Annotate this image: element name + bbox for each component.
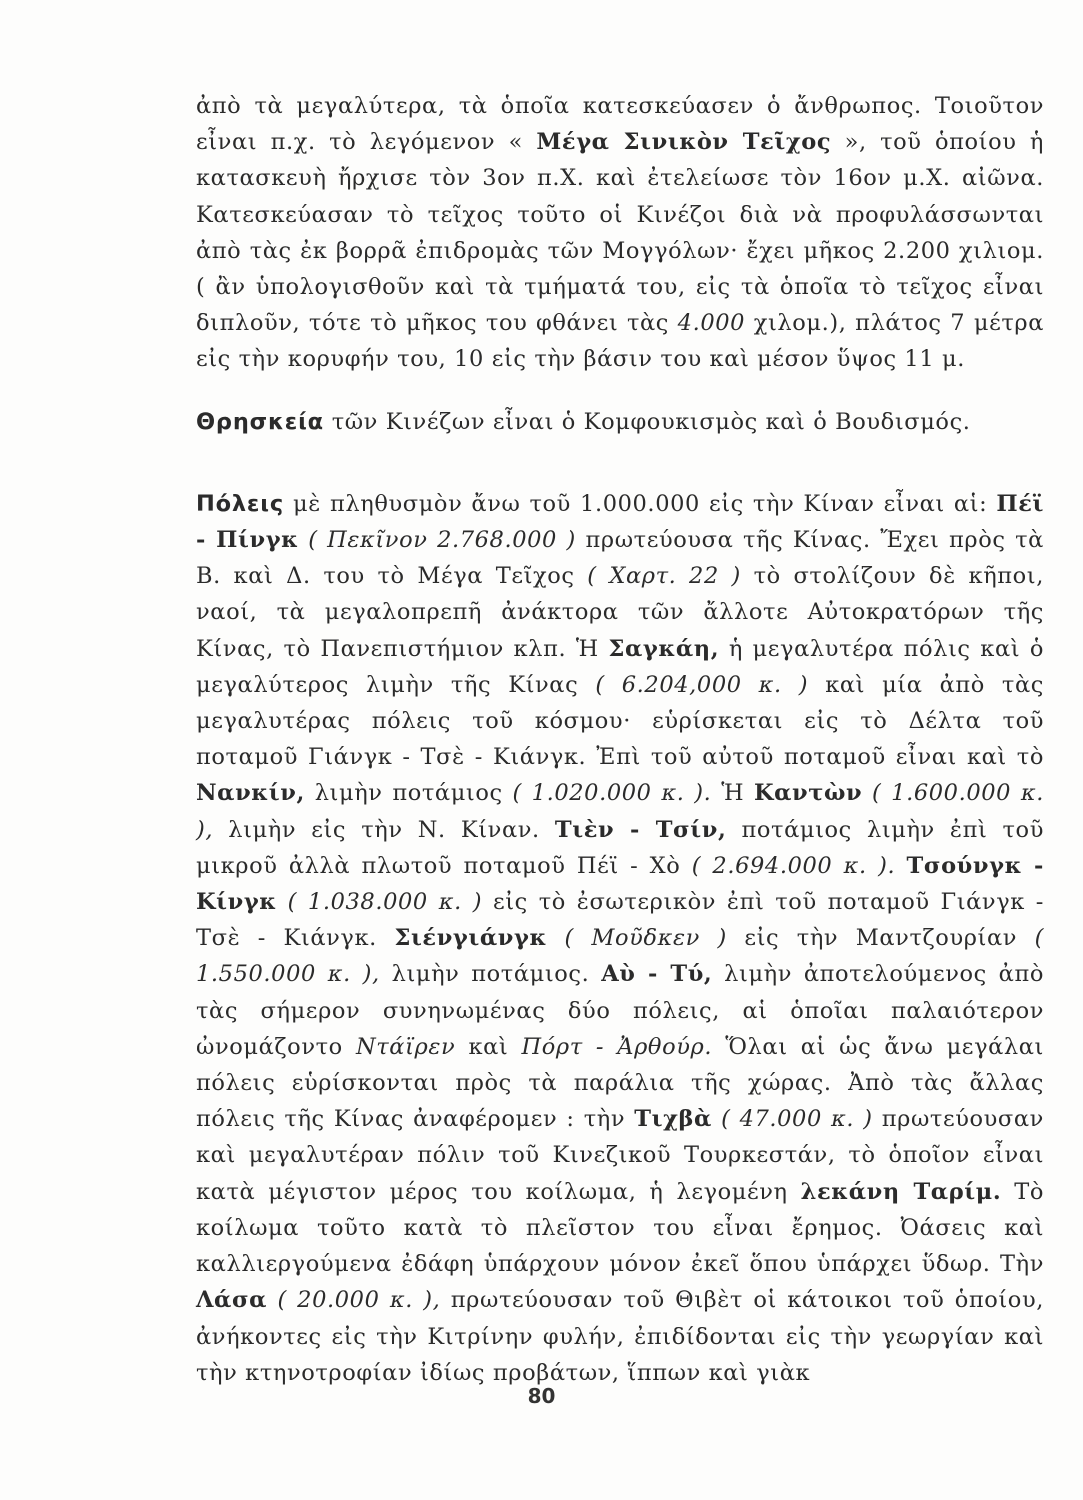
term-great-wall: Μέγα Σινικὸν Τεῖχος <box>536 129 832 156</box>
page-number: 80 <box>527 1384 556 1408</box>
city-canton: Καντὼν <box>753 780 863 807</box>
paragraph-great-wall: ἀπὸ τὰ μεγαλύτερα, τὰ ὁποῖα κατεσκεύασεν ὁ ἄνθρωπος. Τοιοῦτον εἶναι π.χ. τὸ λεγόμενον « Μέγα Σινικὸν Τεῖχος », τοῦ ὁποίου ἡ κατασκευὴ ἤρχισε τὸν 3ον π.Χ. καὶ ἐτελείωσε τὸν 16ον μ.Χ. αἰῶνα. Κατεσκεύασαν τὸ τεῖχος τοῦτο οἱ Κινέζοι διὰ νὰ προφυλάσσωνται ἀπὸ τὰς ἐκ βορρᾶ ἐπιδρομὰς τῶν Μογγόλων· ἔχει μῆκος 2.200 χιλιομ. ( ἂν ὑπολογισθοῦν καὶ τὰ τμήματά του, εἰς τὰ ὁποῖα τὸ τεῖχος εἶναι διπλοῦν, τότε τὸ μῆκος του φθάνει τὰς 4.000 χιλομ.), πλάτος 7 μέτρα εἰς τὴν κορυφήν του, 10 εἰς τὴν βάσιν του καὶ μέσον ὕψος 11 μ. <box>196 93 1045 373</box>
city-chungking: Τσούνγκ - Κίνγκ <box>196 852 1044 916</box>
city-shanghai: Σαγκάη, <box>608 635 720 662</box>
city-tientsin: Τιὲν - Τσίν, <box>554 816 727 843</box>
city-hsinking: Σιένγιάνγκ <box>394 925 547 952</box>
city-nanking: Νανκίν, <box>196 780 305 807</box>
heading-cities: Πόλεις <box>196 490 284 517</box>
paragraph-religion: Θρησκεία τῶν Κινέζων εἶναι ὁ Κομφουκισμὸς καὶ ὁ Βουδισμός. <box>196 408 971 435</box>
paragraph-cities: Πόλεις μὲ πληθυσμὸν ἄνω τοῦ 1.000.000 εἰς τὴν Κίναν εἶναι αἱ: Πέϊ - Πίνγκ ( Πεκῖνον 2.768.000 ) πρωτεύουσα τῆς Κίνας. Ἔχει πρὸς τὰ Β. καὶ Δ. του τὸ Μέγα Τεῖχος ( Χαρτ. 22 ) τὸ στολίζουν δὲ κῆποι, ναοί, τὰ μεγαλοπρεπῆ ἀνάκτορα τῶν ἄλλοτε Αὐτοκρατόρων τῆς Κίνας, τὸ Πανεπιστήμιον κλπ. Ἡ Σαγκάη, ἡ μεγαλυτέρα πόλις καὶ ὁ μεγαλύτερος λιμὴν τῆς Κίνας ( 6.204,000 κ. ) καὶ μία ἀπὸ τὰς μεγαλυτέρας πόλεις τοῦ κόσμου· εὑρίσκεται εἰς τὸ Δέλτα τοῦ ποταμοῦ Γιάνγκ - Τσὲ - Κιάνγκ. Ἐπὶ τοῦ αὐτοῦ ποταμοῦ εἶναι καὶ τὸ Νανκίν, λιμὴν ποτάμιος ( 1.020.000 κ. ). Ἡ Καντὼν ( 1.600.000 κ. ), λιμὴν εἰς τὴν Ν. Κίναν. Τιὲν - Τσίν, ποτάμιος λιμὴν ἐπὶ τοῦ μικροῦ ἀλλὰ πλωτοῦ ποταμοῦ Πέϊ - Χὸ ( 2.694.000 κ. ). Τσούνγκ - Κίνγκ ( 1.038.000 κ. ) εἰς τὸ ἐσωτερικὸν ἐπὶ τοῦ ποταμοῦ Γιάνγκ - Τσὲ - Κιάνγκ. Σιένγιάνγκ ( Μοῦδκεν ) εἰς τὴν Μαντζουρίαν ( 1.550.000 κ. ), λιμὴν ποτάμιος. Αὺ - Τύ, λιμὴν ἀποτελούμενος ἀπὸ τὰς σήμερον συνηνωμένας δύο πόλεις, αἱ ὁποῖαι παλαιότερον ὠνομάζοντο Ντάϊρεν καὶ Πόρτ - Ἀρθούρ. Ὅλαι αἱ ὡς ἄνω μεγάλαι πόλεις εὑρίσκονται πρὸς τὰ παράλια τῆς χώρας. Ἀπὸ τὰς ἄλλας πόλεις τῆς Κίνας ἀναφέρομεν : τὴν Τιχβὰ ( 47.000 κ. ) πρωτεύουσαν καὶ μεγαλυτέραν πόλιν τοῦ Κινεζικοῦ Τουρκεστάν, τὸ ὁποῖον εἶναι κατὰ μέγιστον μέρος του κοίλωμα, ἡ λεγομένη λεκάνη Ταρίμ. Τὸ κοίλωμα τοῦτο κατὰ τὸ πλεῖστον του εἶναι ἔρημος. Ὀάσεις καὶ καλλιεργούμενα ἐδάφη ὑπάρχουν μόνον ἐκεῖ ὅπου ὑπάρχει ὕδωρ. Τὴν Λάσα ( 20.000 κ. ), πρωτεύουσαν τοῦ Θιβὲτ οἱ κάτοικοι τοῦ ὁποίου, ἀνήκοντες εἰς τὴν Κιτρίνην φυλήν, ἐπιδίδονται εἰς τὴν γεωργίαν καὶ τὴν κτηνοτροφίαν ἰδίως προβάτων, ἵππων καὶ γιὰκ <box>196 490 1044 1386</box>
city-peking: Πέϊ - Πίνγκ <box>196 490 1044 554</box>
city-tihwa: Τιχβὰ <box>634 1106 712 1133</box>
city-lhasa: Λάσα <box>196 1287 268 1314</box>
city-wuhan: Αὺ - Τύ, <box>601 961 713 988</box>
body-text <box>196 88 1044 1391</box>
heading-religion: Θρησκεία <box>196 408 324 435</box>
term-tarim-basin: λεκάνη Ταρίμ. <box>800 1178 1002 1205</box>
